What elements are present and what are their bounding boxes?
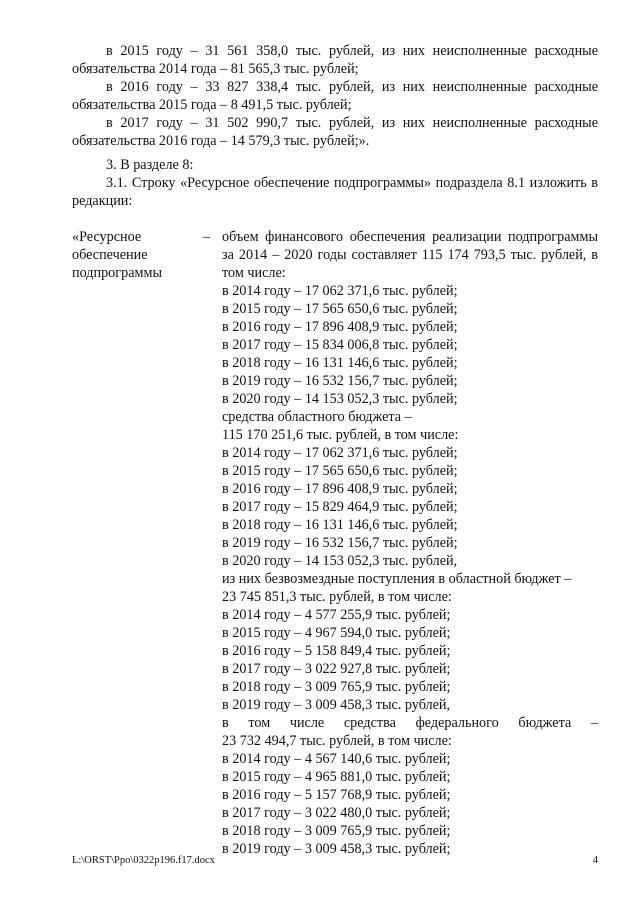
row-line: в 2015 году – 4 967 594,0 тыс. рублей; — [222, 625, 451, 641]
row-line: в 2014 году – 4 567 140,6 тыс. рублей; — [222, 751, 451, 767]
row-line: в 2016 году – 5 158 849,4 тыс. рублей; — [222, 643, 451, 659]
row-line: в 2017 году – 3 022 927,8 тыс. рублей; — [222, 661, 451, 677]
row-line: в 2014 году – 4 577 255,9 тыс. рублей; — [222, 607, 451, 623]
row-line: в 2016 году – 5 157 768,9 тыс. рублей; — [222, 787, 451, 803]
row-line: в 2019 году – 3 009 458,3 тыс. рублей, — [222, 697, 451, 713]
row-line: в 2014 году – 17 062 371,6 тыс. рублей; — [222, 445, 458, 461]
row-content — [222, 228, 598, 858]
row-line: в 2017 году – 15 834 006,8 тыс. рублей; — [222, 337, 458, 353]
intro-paragraph-2017: в 2017 году – 31 502 990,7 тыс. рублей, из них неисполненные расходные обязательства 2016 года – 14 579,3 тыс. рублей;». — [72, 115, 598, 149]
row-line: в 2017 году – 15 829 464,9 тыс. рублей; — [222, 499, 458, 515]
row-line: в 2015 году – 17 565 650,6 тыс. рублей; — [222, 301, 458, 317]
row-line: 23 745 851,3 тыс. рублей, в том числе: — [222, 589, 452, 605]
row-line: 23 732 494,7 тыс. рублей, в том числе: — [222, 733, 452, 749]
intro-paragraph-2015: в 2015 году – 31 561 358,0 тыс. рублей, из них неисполненные расходные обязательства 2014 года – 81 565,3 тыс. рублей; — [72, 43, 598, 77]
row-line: в 2018 году – 16 131 146,6 тыс. рублей; — [222, 517, 458, 533]
row-line: в 2015 году – 17 565 650,6 тыс. рублей; — [222, 463, 458, 479]
row-line: в 2019 году – 16 532 156,7 тыс. рублей; — [222, 535, 458, 551]
row-line: 115 170 251,6 тыс. рублей, в том числе: — [222, 427, 459, 443]
page-number: 4 — [592, 855, 598, 866]
section-3 — [72, 156, 598, 210]
row-summary: объем финансового обеспечения реализации подпрограммы за 2014 – 2020 годы составляет 115 174 793,5 тыс. рублей, в том числе: — [222, 229, 598, 281]
row-line: в 2015 году – 4 965 881,0 тыс. рублей; — [222, 769, 451, 785]
row-line: в 2019 году – 3 009 458,3 тыс. рублей; — [222, 841, 451, 857]
row-line: из них безвозмездные поступления в областной бюджет – — [222, 571, 572, 587]
row-line: средства областного бюджета – — [222, 409, 412, 425]
row-label: «Ресурсное обеспечение подпрограммы — [72, 229, 162, 281]
row-line: в 2017 году – 3 022 480,0 тыс. рублей; — [222, 805, 451, 821]
row-line: в 2016 году – 17 896 408,9 тыс. рублей; — [222, 319, 458, 335]
row-line: в 2020 году – 14 153 052,3 тыс. рублей; — [222, 391, 458, 407]
section-subitem: 3.1. Строку «Ресурсное обеспечение подпрограммы» подраздела 8.1 изложить в редакции: — [72, 175, 598, 209]
row-line: в 2016 году – 17 896 408,9 тыс. рублей; — [222, 481, 458, 497]
row-line: в 2019 году – 16 532 156,7 тыс. рублей; — [222, 373, 458, 389]
file-path: L:\ORST\Ppo\0322p196.f17.docx — [72, 855, 215, 866]
row-line: в 2018 году – 16 131 146,6 тыс. рублей; — [222, 355, 458, 371]
row-line: в 2018 году – 3 009 765,9 тыс. рублей; — [222, 679, 451, 695]
intro-paragraphs — [72, 42, 598, 150]
row-dash: – — [203, 229, 211, 245]
row-line: в 2014 году – 17 062 371,6 тыс. рублей; — [222, 283, 458, 299]
row-line: в том числе средства федерального бюджета – — [222, 715, 598, 731]
intro-paragraph-2016: в 2016 году – 33 827 338,4 тыс. рублей, из них неисполненные расходные обязательства 2015 года – 8 491,5 тыс. рублей; — [72, 79, 598, 113]
section-heading: 3. В разделе 8: — [106, 157, 194, 173]
row-line: в 2020 году – 14 153 052,3 тыс. рублей, — [222, 553, 458, 569]
row-line: в 2018 году – 3 009 765,9 тыс. рублей; — [222, 823, 451, 839]
